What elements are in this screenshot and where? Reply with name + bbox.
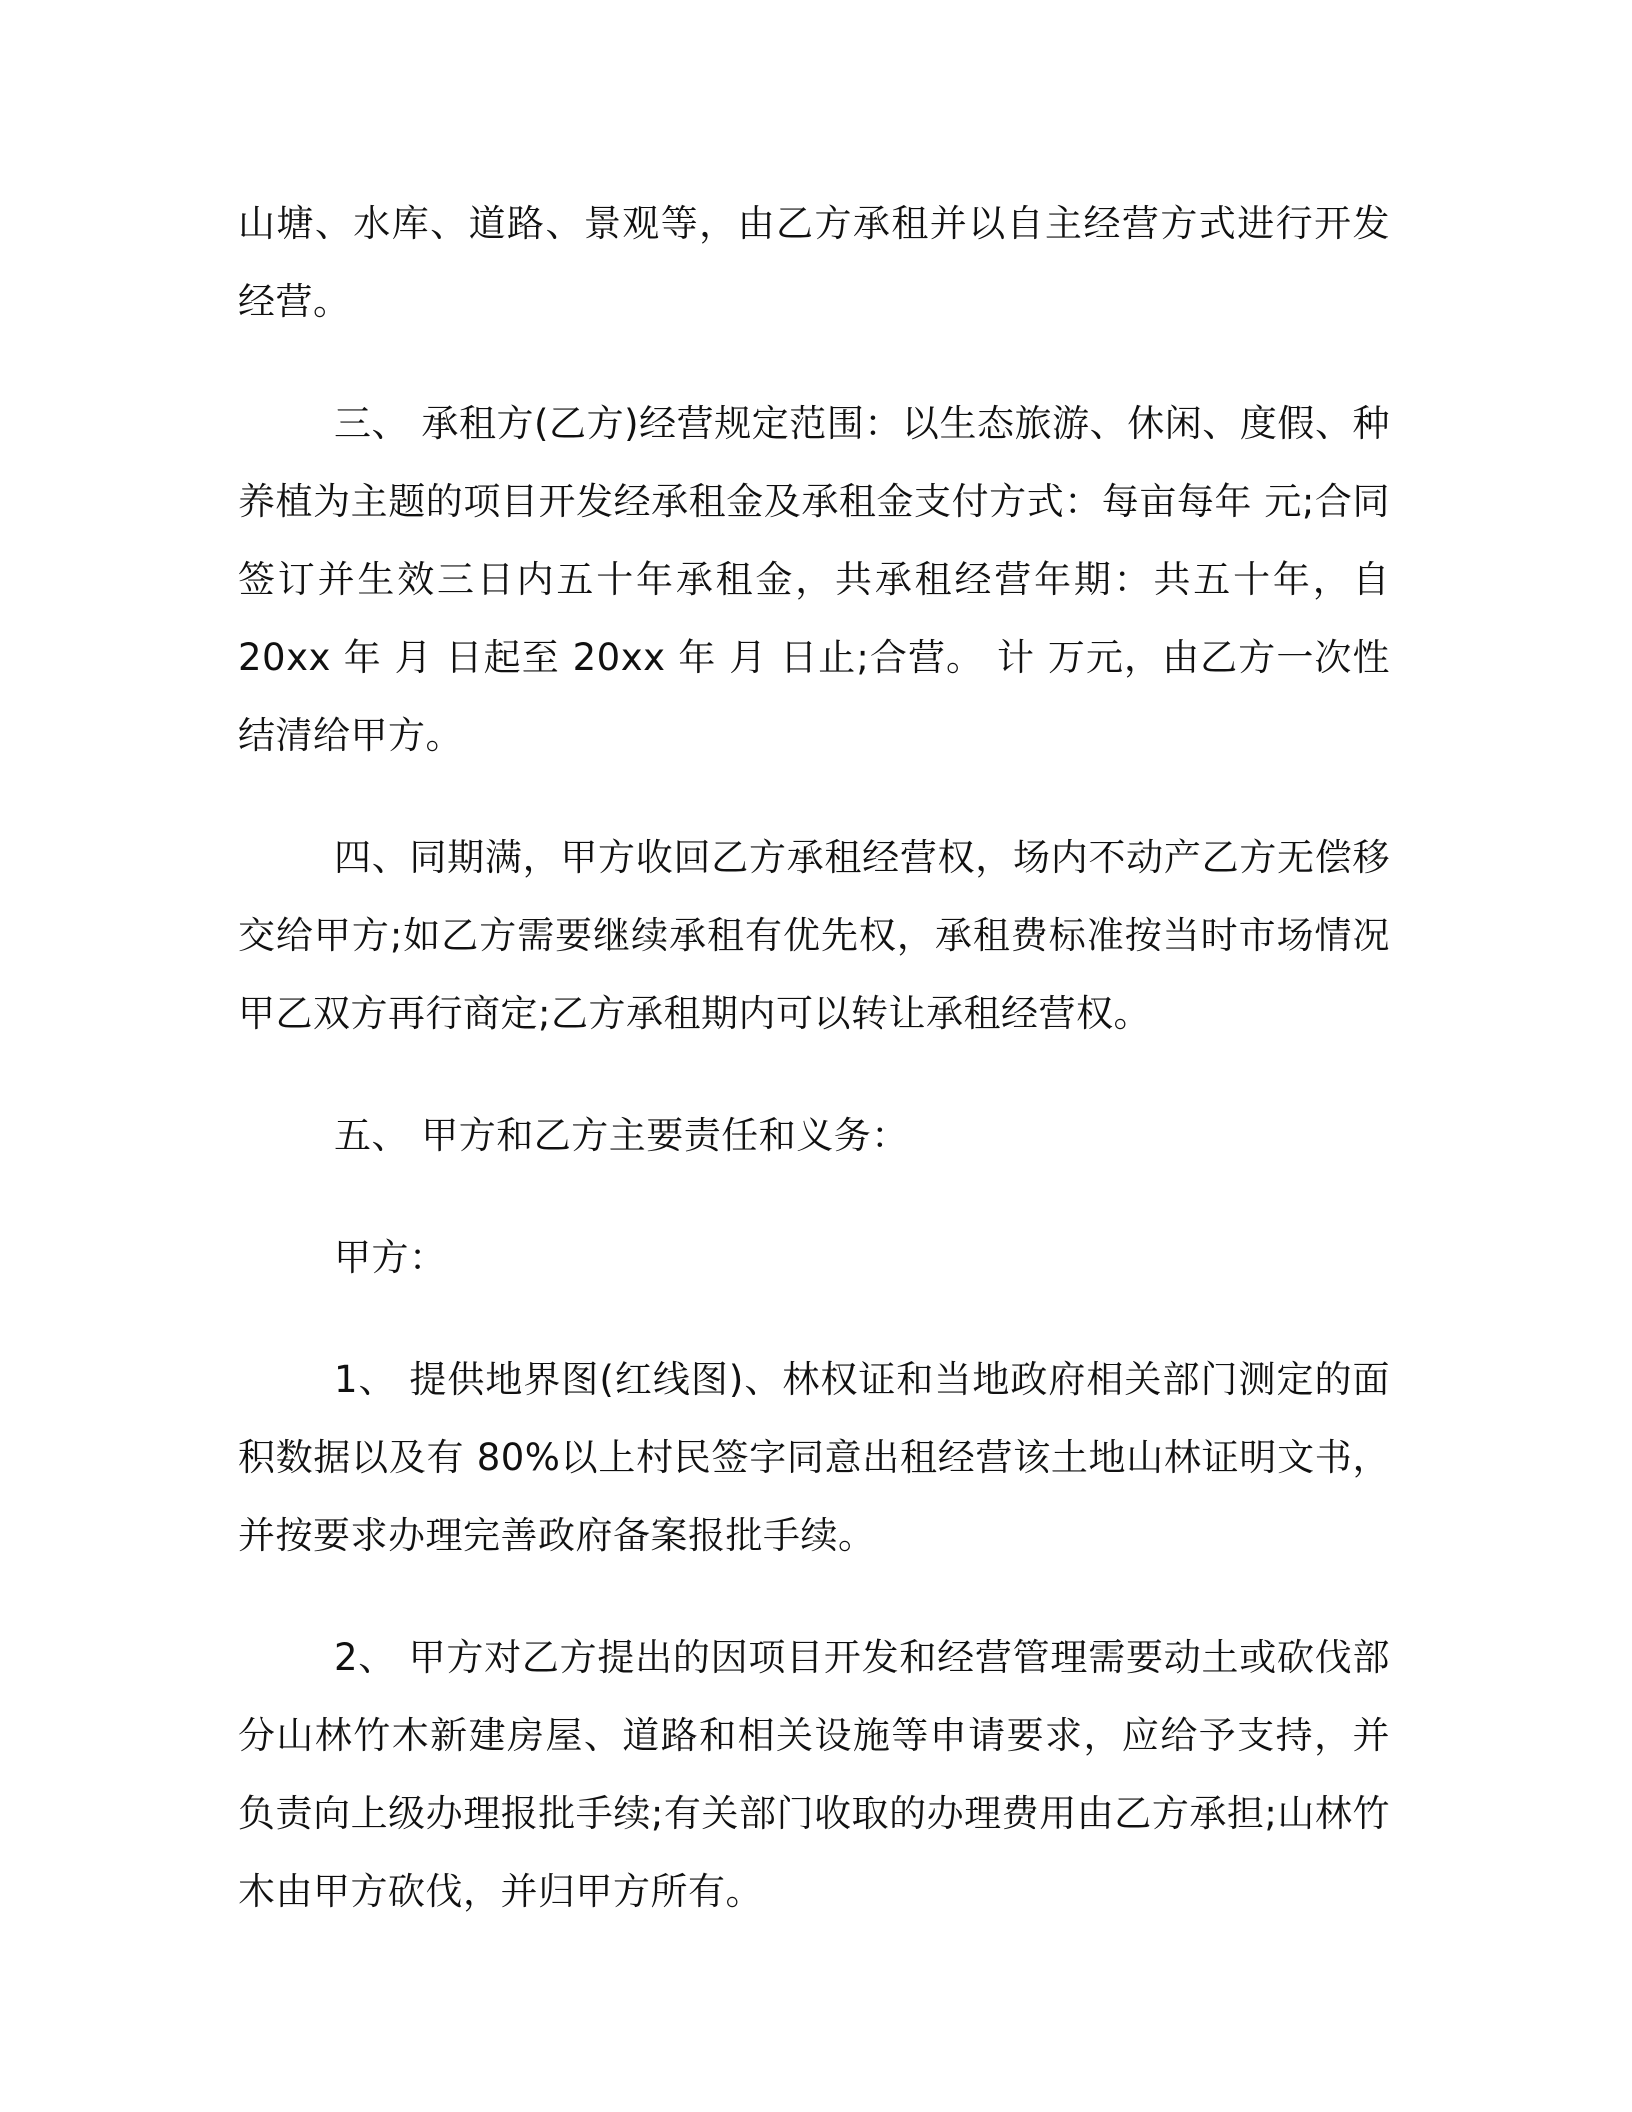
paragraph-7: 2、 甲方对乙方提出的因项目开发和经营管理需要动土或砍伐部分山林竹木新建房屋、道路和相关设施等申请要求，应给予支持，并负责向上级办理报批手续;有关部门收取的办理费用由乙方承担;山林竹木由甲方砍伐，并归甲方所有。 — [238, 1636, 1390, 1913]
document-body — [238, 185, 1390, 1975]
paragraph-4: 五、 甲方和乙方主要责任和义务： — [334, 1114, 909, 1157]
paragraph-1: 山塘、水库、道路、景观等，由乙方承租并以自主经营方式进行开发经营。 — [238, 202, 1390, 323]
paragraph-2: 三、 承租方(乙方)经营规定范围：以生态旅游、休闲、度假、种养植为主题的项目开发经承租金及承租金支付方式：每亩每年 元;合同签订并生效三日内五十年承租金，共承租经营年期：共五十年，自 20xx 年 月 日起至 20xx 年 月 日止;合营。 计 万元，由乙方一次性结清给甲方。 — [238, 402, 1390, 757]
paragraph-6: 1、 提供地界图(红线图)、林权证和当地政府相关部门测定的面积数据以及有 80%以上村民签字同意出租经营该土地山林证明文书，并按要求办理完善政府备案报批手续。 — [238, 1358, 1390, 1557]
paragraph-5: 甲方： — [334, 1236, 447, 1279]
paragraph-3: 四、同期满，甲方收回乙方承租经营权，场内不动产乙方无偿移交给甲方;如乙方需要继续承租有优先权，承租费标准按当时市场情况甲乙双方再行商定;乙方承租期内可以转让承租经营权。 — [238, 836, 1390, 1035]
